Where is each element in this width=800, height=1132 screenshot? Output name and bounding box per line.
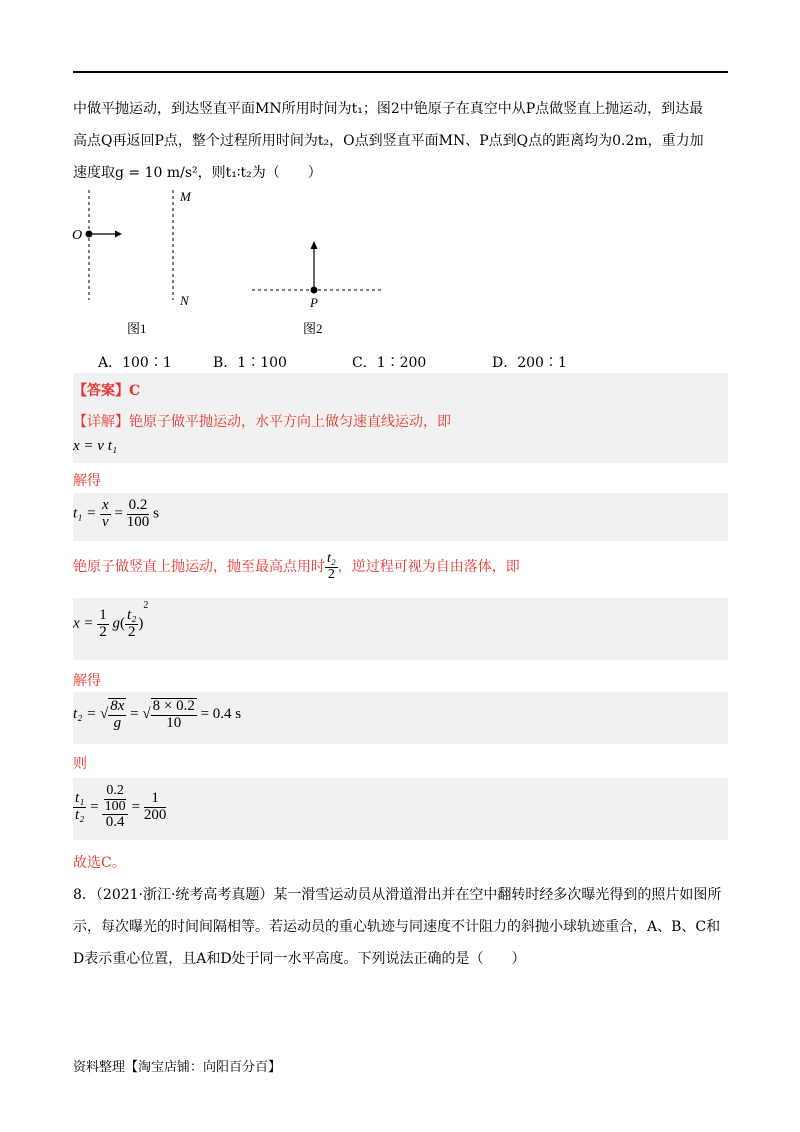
text2-frac: $\frac{\text{t₂}}{2}$: [327, 551, 336, 582]
eq2-frac-2: $\frac{0.2}{100}$: [126, 497, 150, 530]
option-c: C．1∶200: [352, 355, 427, 371]
conclusion: 故选C。: [73, 855, 126, 871]
answer: 【答案】C: [73, 383, 141, 399]
text-2: 铯原子做竖直上抛运动，抛至最高点用时 $\frac{\text{t₂}}{2}$ ，逆过程可视为自由落体，即: [73, 551, 520, 582]
option-d: D．200∶1: [492, 355, 567, 371]
shade-2: [73, 493, 728, 541]
figure: [60, 185, 400, 345]
problem-line-1: 中做平抛运动，到达竖直平面MN所用时间为t₁；图2中铯原子在真空中从P点做竖直上抛运动，到达最: [73, 101, 704, 117]
label-M: M: [180, 189, 191, 204]
option-b: B．1∶100: [213, 355, 287, 371]
label-N: N: [180, 293, 189, 308]
ze: 则: [73, 756, 87, 772]
q8-line-2: 示，每次曝光的时间间隔相等。若运动员的重心轨迹与同速度不计阻力的斜抛小球轨迹重合，A、B、C和: [73, 919, 721, 935]
option-a: A．100∶1: [98, 355, 172, 371]
upward-arrowhead: [311, 241, 318, 249]
header-rule: [73, 71, 728, 73]
jiede-1: 解得: [73, 473, 101, 489]
jiede-2: 解得: [73, 673, 101, 689]
eq2-frac-1: $\frac{x}{v}$: [102, 497, 109, 530]
shade-3: [73, 598, 728, 660]
eq1: x = v t₁: [73, 438, 118, 454]
eq2-unit: s: [153, 505, 159, 522]
label-P: P: [310, 295, 318, 310]
footer: 资料整理【淘宝店铺：向阳百分百】: [73, 1060, 282, 1075]
problem-line-3: 速度取g = 10 m/s²，则t₁∶t₂为（ ）: [73, 165, 322, 181]
eq5: $\frac{\text{t₁}}{\text{t₂}}$ = $\frac{\frac{0.2}{100}}{0.4}$ = $\frac{1}{200}$: [75, 783, 167, 831]
caption-fig1: 图1: [127, 321, 147, 336]
shade-5: [73, 778, 728, 840]
q8-line-1: 8．（2021·浙江·统考高考真题）某一滑雪运动员从滑道滑出并在空中翻转时经多次曝光得到的照片如图所: [73, 887, 722, 903]
detail-lead: 【详解】铯原子做平抛运动，水平方向上做匀速直线运动，即: [73, 414, 451, 430]
eq2-lhs: t₁ =: [73, 505, 97, 522]
problem-line-2: 高点Q再返回P点，整个过程所用时间为t₂，O点到竖直平面MN、P点到Q点的距离均为0.2m，重力加: [73, 133, 704, 149]
caption-fig2: 图2: [303, 321, 323, 336]
point-P: [311, 287, 318, 294]
eq2: t₁ = $\frac{x}{v}$ = $\frac{0.2}{100}$ s: [73, 497, 159, 530]
eq3: x = $\frac{1}{2}$ g( $\frac{\text{t₂}}{2}$ )$^2$: [73, 599, 149, 640]
q8-line-3: D表示重心位置，且A和D处于同一水平高度。下列说法正确的是（ ）: [73, 951, 526, 967]
label-O: O: [72, 228, 83, 243]
velocity-arrowhead: [115, 231, 122, 238]
eq4: t₂ = √ $\frac{8x}{g}$ = √ $\frac{8 \times 0.2}{10}$ = 0.4 s: [73, 698, 242, 731]
